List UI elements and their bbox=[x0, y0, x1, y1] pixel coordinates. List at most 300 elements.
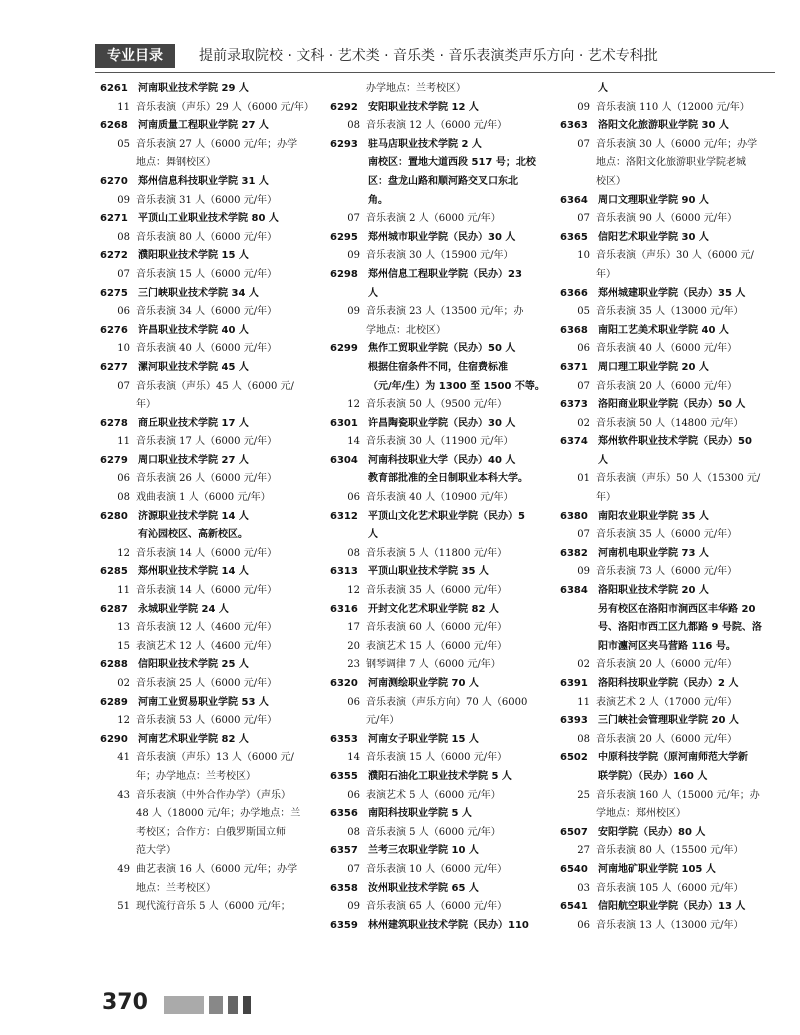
school-entry bbox=[330, 266, 560, 285]
major-code: 51 bbox=[117, 901, 130, 913]
school-code: 6299 bbox=[330, 343, 358, 355]
footer-bar bbox=[228, 996, 238, 1014]
school-name: 平顶山文化艺术职业学院（民办）5 bbox=[368, 510, 525, 522]
school-name: 信阳航空职业学院（民办）13 人 bbox=[598, 901, 746, 913]
major-code: 09 bbox=[347, 250, 360, 262]
major-code: 07 bbox=[577, 138, 590, 150]
major-continuation: 地点：兰考校区） bbox=[136, 882, 216, 894]
major-entry bbox=[330, 396, 560, 415]
major-entry bbox=[100, 582, 325, 601]
page-number: 370 bbox=[102, 990, 148, 1015]
major-code: 09 bbox=[117, 194, 130, 206]
column-right bbox=[560, 80, 775, 935]
school-name: 信阳艺术职业学院 30 人 bbox=[598, 231, 709, 243]
school-name: 焦作工贸职业学院（民办）50 人 bbox=[368, 343, 516, 355]
school-entry bbox=[100, 285, 325, 304]
school-name: 河南女子职业学院 15 人 bbox=[368, 733, 479, 745]
major-text: 音乐表演 14 人（6000 元/年） bbox=[136, 547, 278, 559]
major-code: 06 bbox=[117, 473, 130, 485]
major-code: 20 bbox=[347, 640, 360, 652]
major-entry bbox=[560, 563, 775, 582]
major-entry bbox=[330, 694, 560, 713]
major-text: 音乐表演 23 人（13500 元/年；办 bbox=[366, 306, 524, 318]
school-name: 许昌职业技术学院 40 人 bbox=[138, 324, 249, 336]
major-text: 音乐表演 40 人（6000 元/年） bbox=[596, 343, 738, 355]
school-name: 南阳工艺美术职业学院 40 人 bbox=[598, 324, 729, 336]
major-entry bbox=[100, 489, 325, 508]
school-entry bbox=[100, 508, 325, 527]
school-entry bbox=[560, 824, 775, 843]
major-entry bbox=[100, 433, 325, 452]
school-code: 6364 bbox=[560, 194, 588, 206]
school-name: 河南质量工程职业学院 27 人 bbox=[138, 120, 269, 132]
major-entry bbox=[330, 638, 560, 657]
school-code: 6295 bbox=[330, 231, 358, 243]
school-note: 另有校区在洛阳市涧西区丰华路 20 bbox=[598, 603, 756, 615]
school-note: 人 bbox=[598, 83, 608, 94]
school-code: 6271 bbox=[100, 213, 128, 225]
school-name: 汝州职业技术学院 65 人 bbox=[368, 882, 479, 894]
major-entry bbox=[100, 470, 325, 489]
major-continuation: 地点：洛阳文化旅游职业学院老城 bbox=[596, 157, 746, 169]
major-entry bbox=[100, 749, 325, 768]
school-note: 南校区：置地大道西段 517 号；北校 bbox=[368, 157, 536, 169]
major-entry bbox=[100, 99, 325, 118]
major-text: 音乐表演 12 人（6000 元/年） bbox=[366, 120, 508, 132]
school-note: 人 bbox=[368, 529, 378, 541]
major-entry bbox=[100, 229, 325, 248]
school-name: 永城职业学院 24 人 bbox=[138, 603, 229, 615]
major-text: 音乐表演 53 人（6000 元/年） bbox=[136, 715, 278, 727]
school-code: 6293 bbox=[330, 138, 358, 150]
major-code: 10 bbox=[577, 250, 590, 262]
major-entry bbox=[100, 378, 325, 397]
major-entry bbox=[560, 136, 775, 155]
school-name: 河南地矿职业学院 105 人 bbox=[598, 863, 716, 875]
major-text: 音乐表演 40 人（6000 元/年） bbox=[136, 343, 278, 355]
major-code: 02 bbox=[117, 678, 130, 689]
major-entry bbox=[330, 619, 560, 638]
major-entry bbox=[100, 303, 325, 322]
major-text: 音乐表演 30 人（6000 元/年；办学 bbox=[596, 138, 758, 150]
major-code: 06 bbox=[347, 492, 360, 504]
major-code: 11 bbox=[117, 436, 130, 448]
major-continuation: 范大学） bbox=[136, 845, 176, 857]
school-name: 三门峡职业技术学院 34 人 bbox=[138, 287, 259, 299]
header-divider bbox=[95, 72, 775, 73]
major-text: 音乐表演（声乐）30 人（6000 元/ bbox=[596, 250, 754, 262]
major-entry bbox=[560, 880, 775, 899]
school-code: 6380 bbox=[560, 510, 588, 522]
school-code: 6290 bbox=[100, 733, 128, 745]
major-code: 07 bbox=[347, 213, 360, 225]
major-code: 11 bbox=[577, 696, 590, 708]
school-name: 河南艺术职业学院 82 人 bbox=[138, 733, 249, 745]
school-code: 6365 bbox=[560, 231, 588, 243]
major-text: 音乐表演（中外合作办学）（声乐） bbox=[136, 789, 291, 801]
school-entry bbox=[560, 582, 775, 601]
major-text: 音乐表演 17 人（6000 元/年） bbox=[136, 436, 278, 448]
major-code: 06 bbox=[347, 696, 360, 708]
school-code: 6275 bbox=[100, 287, 128, 299]
major-entry bbox=[330, 117, 560, 136]
school-entry bbox=[100, 173, 325, 192]
major-entry bbox=[330, 303, 560, 322]
major-code: 02 bbox=[577, 659, 590, 671]
major-code: 11 bbox=[117, 101, 130, 113]
major-entry bbox=[330, 787, 560, 806]
major-code: 12 bbox=[117, 715, 130, 727]
school-name: 安阳职业技术学院 12 人 bbox=[368, 101, 479, 113]
major-code: 11 bbox=[117, 585, 130, 597]
column-left bbox=[100, 80, 325, 917]
school-name: 河南工业贸易职业学院 53 人 bbox=[138, 696, 269, 708]
school-code: 6278 bbox=[100, 417, 128, 429]
major-continuation: 年） bbox=[136, 399, 156, 411]
school-entry bbox=[330, 136, 560, 155]
major-text: 音乐表演（声乐）29 人（6000 元/年） bbox=[136, 101, 314, 113]
major-entry bbox=[100, 136, 325, 155]
school-code: 6304 bbox=[330, 454, 358, 466]
major-code: 07 bbox=[577, 380, 590, 392]
school-entry bbox=[330, 880, 560, 899]
school-entry bbox=[330, 452, 560, 471]
major-code: 07 bbox=[577, 213, 590, 225]
school-entry bbox=[330, 675, 560, 694]
major-text: 音乐表演 5 人（6000 元/年） bbox=[366, 826, 501, 838]
footer-bar bbox=[164, 996, 204, 1014]
major-entry bbox=[560, 340, 775, 359]
section-tag: 专业目录 bbox=[95, 44, 175, 68]
major-code: 14 bbox=[347, 436, 360, 448]
major-text: 音乐表演 20 人（6000 元/年） bbox=[596, 380, 738, 392]
major-code: 08 bbox=[347, 120, 360, 132]
school-entry bbox=[330, 731, 560, 750]
major-entry bbox=[330, 489, 560, 508]
school-code: 6507 bbox=[560, 826, 588, 838]
major-entry bbox=[560, 694, 775, 713]
major-entry bbox=[330, 582, 560, 601]
major-code: 08 bbox=[347, 547, 360, 559]
school-name: 洛阳文化旅游职业学院 30 人 bbox=[598, 120, 729, 132]
major-text: 音乐表演 15 人（6000 元/年） bbox=[136, 268, 278, 280]
major-text: 音乐表演 60 人（6000 元/年） bbox=[366, 622, 508, 634]
footer-bar bbox=[209, 996, 223, 1014]
major-text: 曲艺表演 16 人（6000 元/年；办学 bbox=[136, 863, 298, 875]
school-entry bbox=[560, 192, 775, 211]
major-code: 12 bbox=[347, 399, 360, 411]
major-entry bbox=[100, 898, 325, 917]
major-entry bbox=[100, 266, 325, 285]
school-entry bbox=[100, 656, 325, 675]
major-text: 音乐表演（声乐）50 人（15300 元/ bbox=[596, 473, 761, 485]
school-entry bbox=[100, 322, 325, 341]
school-name: 漯河职业技术学院 45 人 bbox=[138, 361, 249, 373]
school-code: 6540 bbox=[560, 863, 588, 875]
school-note: 有沁园校区、高新校区。 bbox=[138, 529, 248, 541]
major-code: 49 bbox=[117, 863, 130, 875]
school-code: 6368 bbox=[560, 324, 588, 336]
major-text: 表演艺术 12 人（4600 元/年） bbox=[136, 640, 278, 652]
major-continuation: 地点：舞钢校区） bbox=[136, 157, 216, 169]
school-entry bbox=[330, 340, 560, 359]
major-entry bbox=[560, 378, 775, 397]
school-entry bbox=[560, 508, 775, 527]
major-text: 音乐表演 2 人（6000 元/年） bbox=[366, 213, 501, 225]
school-name: 驻马店职业技术学院 2 人 bbox=[368, 138, 482, 150]
major-entry bbox=[560, 842, 775, 861]
major-code: 25 bbox=[577, 789, 590, 801]
school-name: 濮阳石油化工职业技术学院 5 人 bbox=[368, 770, 512, 782]
school-entry bbox=[330, 99, 560, 118]
school-name: 周口文理职业学院 90 人 bbox=[598, 194, 709, 206]
major-code: 06 bbox=[577, 919, 590, 931]
school-entry bbox=[330, 415, 560, 434]
major-entry bbox=[100, 712, 325, 731]
major-code: 09 bbox=[577, 101, 590, 113]
major-text: 音乐表演 30 人（11900 元/年） bbox=[366, 436, 514, 448]
school-code: 6355 bbox=[330, 770, 358, 782]
school-note: 人 bbox=[598, 454, 608, 466]
school-entry bbox=[100, 452, 325, 471]
school-entry bbox=[560, 898, 775, 917]
major-entry bbox=[100, 619, 325, 638]
school-name: 林州建筑职业技术学院（民办）110 bbox=[368, 919, 529, 931]
major-entry bbox=[100, 638, 325, 657]
major-text: 音乐表演 12 人（4600 元/年） bbox=[136, 622, 278, 634]
school-entry bbox=[330, 842, 560, 861]
major-entry bbox=[330, 247, 560, 266]
school-name: 河南科技职业大学（民办）40 人 bbox=[368, 454, 516, 466]
major-text: 戏曲表演 1 人（6000 元/年） bbox=[136, 492, 271, 504]
school-entry bbox=[560, 545, 775, 564]
major-text: 音乐表演 27 人（6000 元/年；办学 bbox=[136, 138, 298, 150]
major-code: 07 bbox=[117, 268, 130, 280]
school-name: 洛阳科技职业学院（民办）2 人 bbox=[598, 678, 739, 689]
major-text: 表演艺术 2 人（17000 元/年） bbox=[596, 696, 738, 708]
school-code: 6268 bbox=[100, 120, 128, 132]
school-name: 南阳科技职业学院 5 人 bbox=[368, 808, 472, 820]
school-code: 6366 bbox=[560, 287, 588, 299]
major-text: 音乐表演 80 人（6000 元/年） bbox=[136, 231, 278, 243]
major-code: 14 bbox=[347, 752, 360, 764]
school-code: 6384 bbox=[560, 585, 588, 597]
school-code: 6502 bbox=[560, 752, 588, 764]
major-entry bbox=[330, 433, 560, 452]
major-text: 音乐表演 5 人（11800 元/年） bbox=[366, 547, 508, 559]
major-code: 23 bbox=[347, 659, 360, 671]
major-code: 06 bbox=[347, 789, 360, 801]
major-code: 08 bbox=[347, 826, 360, 838]
school-code: 6374 bbox=[560, 436, 588, 448]
major-code: 12 bbox=[117, 547, 130, 559]
school-name: 河南职业技术学院 29 人 bbox=[138, 83, 249, 94]
school-entry bbox=[330, 917, 560, 936]
school-name: 郑州信息科技职业学院 31 人 bbox=[138, 175, 269, 187]
school-name: 郑州信息工程职业学院（民办）23 bbox=[368, 268, 522, 280]
major-continuation: 年；办学地点：兰考校区） bbox=[136, 770, 256, 782]
major-entry bbox=[330, 656, 560, 675]
major-entry bbox=[330, 898, 560, 917]
major-text: 音乐表演 90 人（6000 元/年） bbox=[596, 213, 738, 225]
school-note: 区：盘龙山路和顺河路交叉口东北 bbox=[368, 175, 518, 187]
page-header bbox=[95, 44, 775, 68]
major-text: 音乐表演 35 人（13000 元/年） bbox=[596, 306, 744, 318]
major-text: 音乐表演 26 人（6000 元/年） bbox=[136, 473, 278, 485]
major-code: 07 bbox=[577, 529, 590, 541]
major-continuation: 学地点：郑州校区） bbox=[596, 808, 686, 820]
major-entry bbox=[560, 731, 775, 750]
major-entry bbox=[330, 749, 560, 768]
school-note: （元/年/生）为 1300 至 1500 不等。 bbox=[368, 380, 545, 392]
major-continuation: 元/年） bbox=[366, 715, 400, 727]
major-text: 音乐表演 40 人（10900 元/年） bbox=[366, 492, 514, 504]
major-entry bbox=[560, 526, 775, 545]
school-code: 6391 bbox=[560, 678, 588, 689]
major-continuation: 考校区；合作方：白俄罗斯国立师 bbox=[136, 826, 286, 838]
major-code: 12 bbox=[347, 585, 360, 597]
school-entry bbox=[100, 694, 325, 713]
school-code: 6353 bbox=[330, 733, 358, 745]
major-code: 43 bbox=[117, 789, 130, 801]
major-text: 音乐表演 35 人（6000 元/年） bbox=[596, 529, 738, 541]
school-name: 商丘职业技术学院 17 人 bbox=[138, 417, 249, 429]
major-text: 音乐表演（声乐）13 人（6000 元/ bbox=[136, 752, 294, 764]
school-name: 中原科技学院（原河南师范大学新 bbox=[598, 752, 748, 764]
school-note: 角。 bbox=[368, 194, 388, 206]
school-note: 教育部批准的全日制职业本科大学。 bbox=[368, 473, 528, 485]
major-entry bbox=[560, 470, 775, 489]
school-code: 6285 bbox=[100, 566, 128, 578]
school-entry bbox=[560, 396, 775, 415]
school-code: 6292 bbox=[330, 101, 358, 113]
school-name: 郑州城建职业学院（民办）35 人 bbox=[598, 287, 746, 299]
school-code: 6301 bbox=[330, 417, 358, 429]
major-text: 音乐表演 20 人（6000 元/年） bbox=[596, 733, 738, 745]
footer-bars bbox=[164, 996, 324, 1014]
school-entry bbox=[330, 601, 560, 620]
major-code: 06 bbox=[577, 343, 590, 355]
school-entry bbox=[100, 563, 325, 582]
school-code: 6270 bbox=[100, 175, 128, 187]
school-code: 6371 bbox=[560, 361, 588, 373]
major-text: 钢琴调律 7 人（6000 元/年） bbox=[366, 659, 501, 671]
school-entry bbox=[560, 285, 775, 304]
major-text: 音乐表演 65 人（6000 元/年） bbox=[366, 901, 508, 913]
school-code: 6277 bbox=[100, 361, 128, 373]
school-name: 河南测绘职业学院 70 人 bbox=[368, 678, 479, 689]
school-code: 6373 bbox=[560, 399, 588, 411]
school-note: 人 bbox=[368, 287, 378, 299]
major-text: 音乐表演 15 人（6000 元/年） bbox=[366, 752, 508, 764]
school-code: 6272 bbox=[100, 250, 128, 262]
school-code: 6320 bbox=[330, 678, 358, 689]
major-entry bbox=[330, 861, 560, 880]
major-code: 09 bbox=[347, 306, 360, 318]
major-entry bbox=[330, 824, 560, 843]
school-entry bbox=[330, 768, 560, 787]
major-entry bbox=[560, 99, 775, 118]
school-entry bbox=[100, 117, 325, 136]
school-code: 6359 bbox=[330, 919, 358, 931]
major-entry bbox=[100, 675, 325, 694]
major-text: 音乐表演 110 人（12000 元/年） bbox=[596, 101, 750, 113]
major-entry bbox=[330, 210, 560, 229]
major-entry bbox=[100, 861, 325, 880]
major-text: 表演艺术 15 人（6000 元/年） bbox=[366, 640, 508, 652]
header-subtitle: 提前录取院校 · 文科 · 艺术类 · 音乐类 · 音乐表演类声乐方向 · 艺术专科批 bbox=[199, 48, 658, 64]
major-code: 27 bbox=[577, 845, 590, 857]
school-name: 周口职业技术学院 27 人 bbox=[138, 454, 249, 466]
school-code: 6382 bbox=[560, 547, 588, 559]
major-text: 音乐表演（声乐方向）70 人（6000 bbox=[366, 696, 528, 708]
major-text: 音乐表演 20 人（6000 元/年） bbox=[596, 659, 738, 671]
major-code: 10 bbox=[117, 343, 130, 355]
school-note: 联学院）（民办）160 人 bbox=[598, 770, 708, 782]
school-code: 6541 bbox=[560, 901, 588, 913]
school-note: 根据住宿条件不同，住宿费标准 bbox=[368, 361, 508, 373]
major-text: 音乐表演 13 人（13000 元/年） bbox=[596, 919, 744, 931]
major-code: 05 bbox=[577, 306, 590, 318]
major-entry bbox=[100, 787, 325, 806]
major-code: 08 bbox=[117, 492, 130, 504]
major-text: 音乐表演 35 人（6000 元/年） bbox=[366, 585, 508, 597]
major-text: 音乐表演 14 人（6000 元/年） bbox=[136, 585, 278, 597]
school-entry bbox=[330, 508, 560, 527]
school-name: 许昌陶瓷职业学院（民办）30 人 bbox=[368, 417, 516, 429]
school-code: 6393 bbox=[560, 715, 588, 727]
school-entry bbox=[330, 563, 560, 582]
major-entry bbox=[100, 545, 325, 564]
major-continuation: 48 人（18000 元/年；办学地点：兰 bbox=[136, 808, 301, 820]
footer-bar bbox=[243, 996, 251, 1014]
school-name: 三门峡社会管理职业学院 20 人 bbox=[598, 715, 739, 727]
school-code: 6363 bbox=[560, 120, 588, 132]
school-entry bbox=[560, 359, 775, 378]
major-continuation: 办学地点：兰考校区） bbox=[366, 83, 466, 94]
major-text: 音乐表演 25 人（6000 元/年） bbox=[136, 678, 278, 689]
school-entry bbox=[560, 322, 775, 341]
school-code: 6316 bbox=[330, 603, 358, 615]
major-entry bbox=[560, 656, 775, 675]
school-note: 阳市瀍河区夹马营路 116 号。 bbox=[598, 640, 736, 652]
major-text: 音乐表演 80 人（15500 元/年） bbox=[596, 845, 744, 857]
major-text: 音乐表演 73 人（6000 元/年） bbox=[596, 566, 738, 578]
major-code: 08 bbox=[117, 231, 130, 243]
school-entry bbox=[100, 359, 325, 378]
school-entry bbox=[560, 712, 775, 731]
major-entry bbox=[560, 210, 775, 229]
school-name: 周口理工职业学院 20 人 bbox=[598, 361, 709, 373]
major-code: 07 bbox=[347, 863, 360, 875]
major-continuation: 年） bbox=[596, 268, 616, 280]
major-text: 表演艺术 5 人（6000 元/年） bbox=[366, 789, 501, 801]
school-code: 6279 bbox=[100, 454, 128, 466]
major-code: 09 bbox=[577, 566, 590, 578]
major-entry bbox=[560, 247, 775, 266]
major-text: 现代流行音乐 5 人（6000 元/年； bbox=[136, 901, 291, 913]
school-name: 平顶山职业技术学院 35 人 bbox=[368, 566, 489, 578]
major-code: 05 bbox=[117, 138, 130, 150]
major-entry bbox=[560, 303, 775, 322]
school-code: 6312 bbox=[330, 510, 358, 522]
major-continuation: 学地点：北校区） bbox=[366, 324, 446, 336]
major-text: 音乐表演 34 人（6000 元/年） bbox=[136, 306, 278, 318]
school-name: 兰考三农职业学院 10 人 bbox=[368, 845, 479, 857]
school-entry bbox=[560, 861, 775, 880]
major-code: 07 bbox=[117, 380, 130, 392]
school-name: 河南机电职业学院 73 人 bbox=[598, 547, 709, 559]
